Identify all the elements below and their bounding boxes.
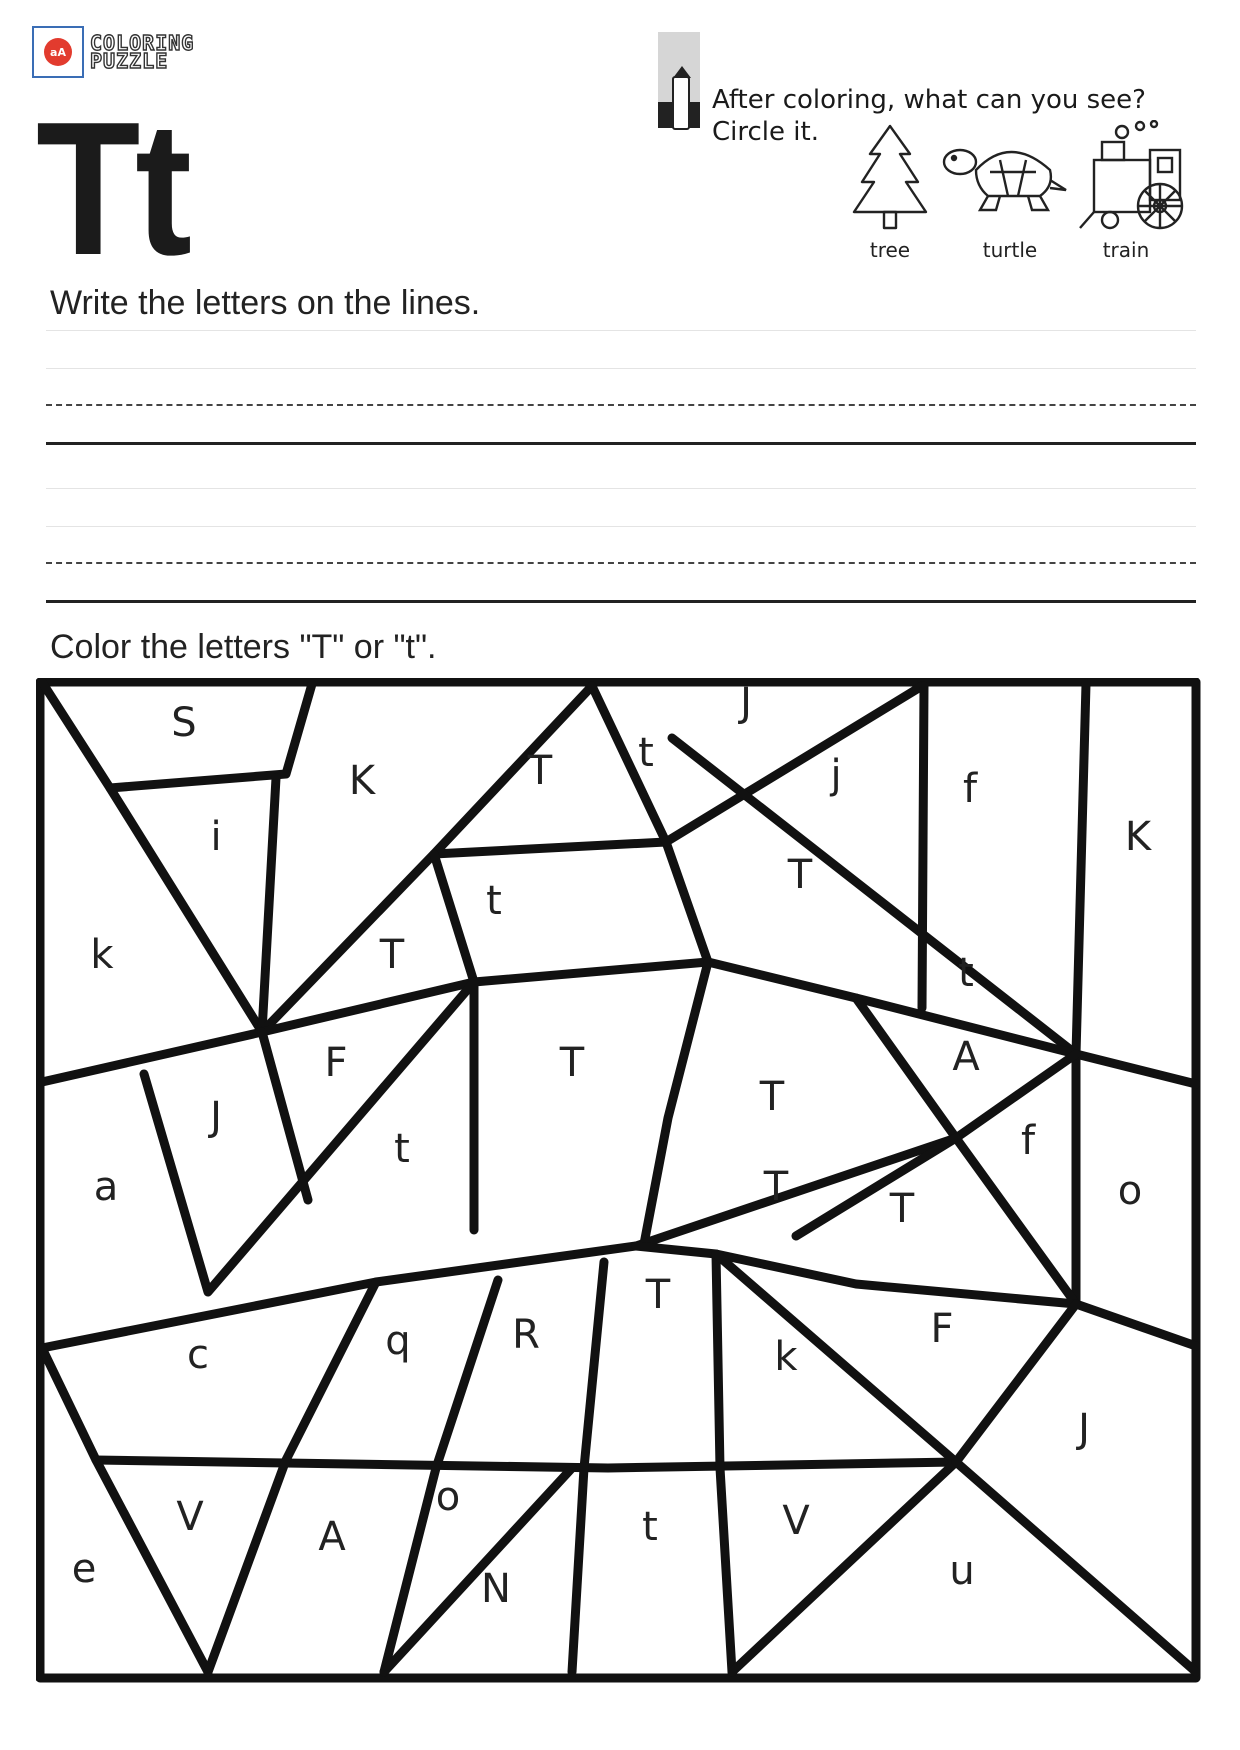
puzzle-letter: o (1117, 1168, 1143, 1214)
puzzle-letter: T (559, 1040, 585, 1086)
puzzle-letter: F (930, 1306, 954, 1352)
train-icon[interactable] (1080, 121, 1182, 228)
puzzle-letter: K (1124, 814, 1152, 860)
puzzle-letter: t (638, 730, 654, 776)
question-line1: After coloring, what can you see? (712, 85, 1146, 115)
puzzle-letter: J (210, 1094, 222, 1140)
logo-text-line2: PUZZLE (90, 49, 169, 73)
puzzle-letter: f (1020, 1118, 1036, 1164)
puzzle-letter: V (782, 1498, 810, 1544)
puzzle-letter: t (486, 878, 502, 924)
puzzle-letter: S (171, 700, 197, 746)
answer-options (840, 120, 1200, 270)
writing-instruction: Write the letters on the lines. (50, 284, 481, 322)
puzzle-letter: t (394, 1126, 410, 1172)
worksheet-letter-heading: Tt (36, 83, 187, 295)
coloring-instruction: Color the letters "T" or "t". (50, 628, 437, 666)
crayon-icon (658, 32, 700, 128)
puzzle-letter: k (774, 1334, 798, 1380)
site-logo (32, 26, 194, 78)
logo-badge (32, 26, 84, 78)
answer-pictures (840, 120, 1200, 240)
puzzle-letter: o (435, 1474, 461, 1520)
puzzle-letter: k (90, 932, 114, 978)
puzzle-letter: t (642, 1504, 658, 1550)
puzzle-letter: J (740, 680, 752, 726)
puzzle-letter: T (527, 748, 553, 794)
puzzle-letter: f (962, 766, 978, 812)
coloring-puzzle[interactable] (36, 678, 1204, 1688)
puzzle-letter: j (830, 752, 842, 798)
puzzle-letter: u (949, 1548, 975, 1594)
logo-text (90, 31, 195, 73)
puzzle-letter: e (71, 1546, 97, 1592)
puzzle-letter: T (763, 1164, 789, 1210)
puzzle-letter: T (645, 1272, 671, 1318)
puzzle-letter: A (318, 1514, 346, 1560)
puzzle-letter: t (958, 950, 974, 996)
option-label-train: train (1102, 238, 1150, 262)
puzzle-letter: q (385, 1318, 411, 1364)
puzzle-letter: a (93, 1164, 119, 1210)
logo-text-line1: COLORING (90, 31, 195, 55)
puzzle-letter: R (512, 1312, 540, 1358)
apple-icon: aA (44, 38, 72, 66)
puzzle-letter: T (759, 1074, 785, 1120)
option-label-turtle: turtle (982, 238, 1038, 262)
puzzle-letter: J (1078, 1406, 1090, 1452)
puzzle-letter: c (187, 1332, 209, 1378)
puzzle-letter: T (379, 932, 405, 978)
tree-icon[interactable] (854, 126, 926, 228)
puzzle-letter: i (210, 814, 222, 860)
puzzle-letter: K (348, 758, 376, 804)
question-line2: Circle it. (712, 117, 819, 147)
puzzle-letter: A (952, 1034, 980, 1080)
puzzle-letter: V (176, 1494, 204, 1540)
puzzle-letter: T (889, 1186, 915, 1232)
puzzle-letter: T (787, 852, 813, 898)
puzzle-letter: N (481, 1566, 511, 1612)
puzzle-letter: F (324, 1040, 348, 1086)
turtle-icon[interactable] (944, 150, 1066, 210)
option-label-tree: tree (869, 238, 911, 262)
